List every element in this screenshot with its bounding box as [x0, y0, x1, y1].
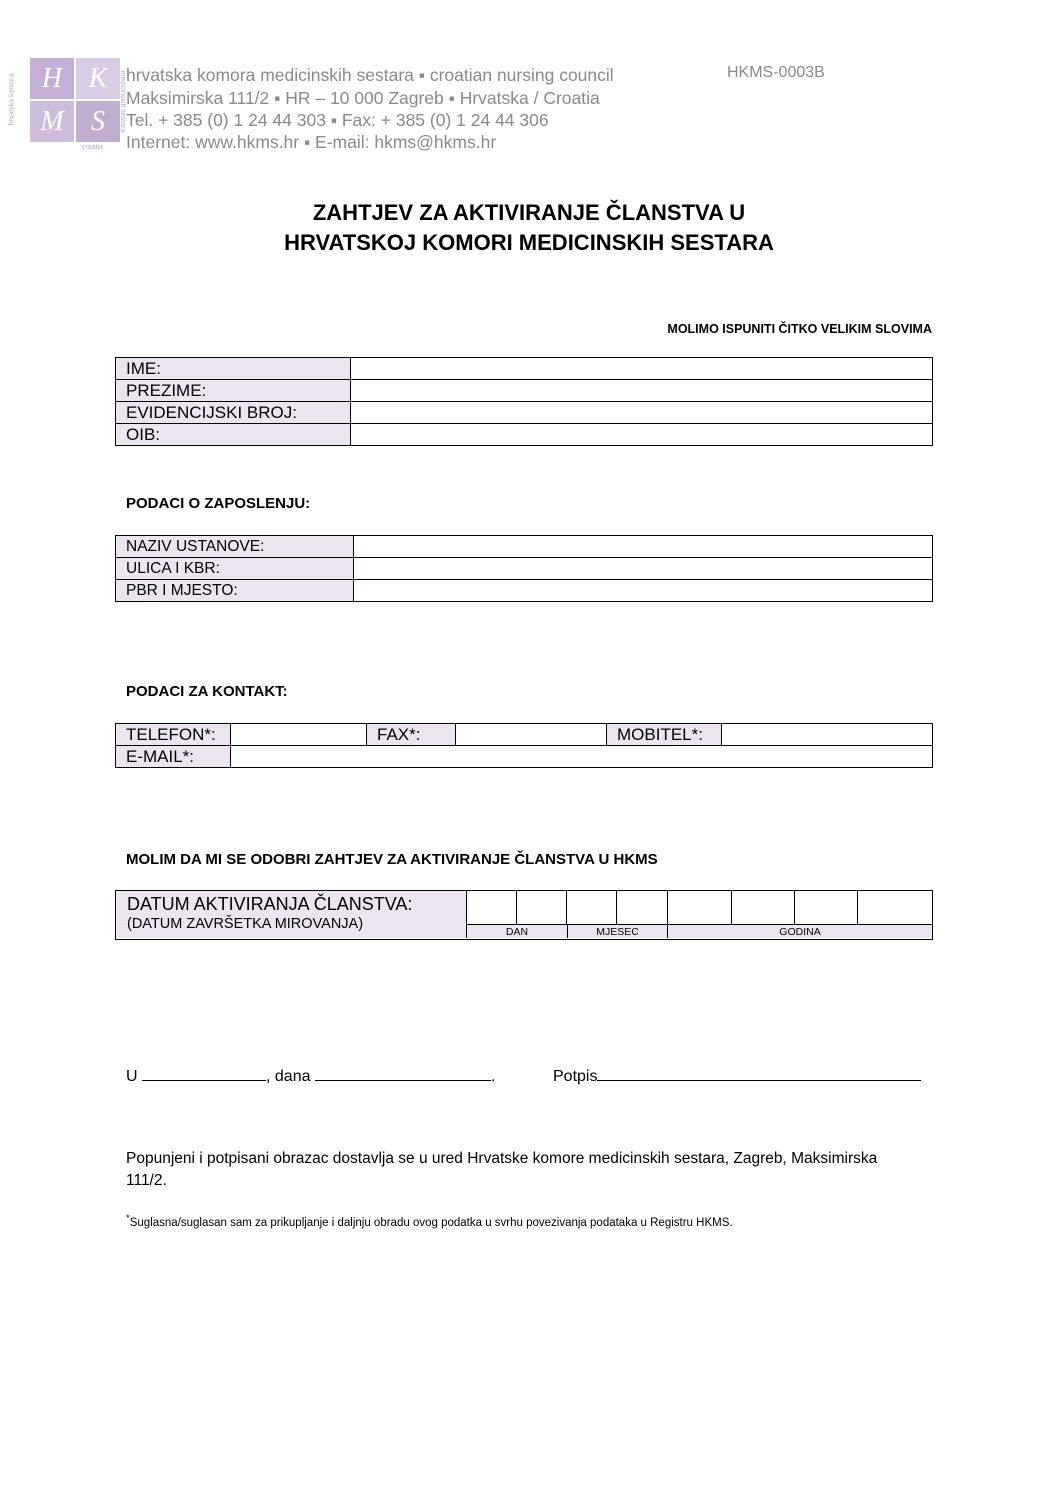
ulica-field[interactable]: [354, 558, 933, 580]
pbr-mjesto-field[interactable]: [354, 580, 933, 602]
email-label: E-MAIL*:: [116, 746, 231, 768]
pbr-mjesto-label: PBR I MJESTO:: [116, 580, 354, 602]
ime-label: IME:: [116, 358, 351, 380]
email-field[interactable]: [231, 746, 933, 768]
month-digit-2[interactable]: [617, 891, 668, 924]
header-phone: Tel. + 385 (0) 1 24 44 303 ▪ Fax: + 385 (0) 1 24 44 306: [126, 110, 549, 130]
potpis-label: Potpis: [553, 1068, 598, 1085]
evidencijski-broj-label: EVIDENCIJSKI BROJ:: [116, 402, 351, 424]
submission-instructions: Popunjeni i potpisani obrazac dostavlja se u ured Hrvatske komore medicinskih sestara, Zagreb, Maksimirska 111/2.: [126, 1150, 878, 1189]
naziv-ustanove-field[interactable]: [354, 536, 933, 558]
table-row: [116, 424, 933, 446]
table-row: [116, 746, 933, 768]
date-field[interactable]: [315, 1066, 491, 1081]
place-date-line: [126, 1066, 495, 1086]
u-label: U: [126, 1068, 138, 1085]
oib-field[interactable]: [351, 424, 933, 446]
evidencijski-broj-field[interactable]: [351, 402, 933, 424]
place-field[interactable]: [142, 1066, 266, 1081]
dana-label: , dana: [266, 1068, 311, 1085]
hkms-logo: [8, 58, 127, 151]
logo-tile-m: M: [30, 101, 74, 142]
note-text: Suglasna/suglasan sam za prikupljanje i daljnju obradu ovog podatka u svrhu povezivanja podataka u Registru HKMS.: [129, 1216, 733, 1229]
telefon-field[interactable]: [231, 724, 367, 746]
fill-hint: MOLIMO ISPUNITI ČITKO VELIKIM SLOVIMA: [667, 322, 932, 336]
activation-date-table: [115, 890, 933, 940]
contact-table: [115, 723, 933, 768]
day-digit-1[interactable]: [467, 891, 517, 924]
mobitel-field[interactable]: [722, 724, 933, 746]
table-row: [116, 724, 933, 746]
logo-tile-s: S: [76, 101, 120, 142]
activation-label-line-1: DATUM AKTIVIRANJA ČLANSTVA:: [127, 894, 413, 914]
document-code: HKMS-0003B: [727, 64, 825, 81]
table-row: [116, 580, 933, 602]
table-row: [116, 380, 933, 402]
year-digit-2[interactable]: [732, 891, 795, 924]
year-digit-4[interactable]: [858, 891, 932, 924]
title-line-2: HRVATSKOJ KOMORI MEDICINSKIH SESTARA: [284, 230, 774, 255]
logo-bottom-text: croatia: [82, 144, 104, 151]
table-row: [116, 558, 933, 580]
table-row: [116, 358, 933, 380]
logo-tile-h: H: [30, 58, 74, 99]
telefon-label: TELEFON*:: [116, 724, 231, 746]
personal-data-table: [115, 357, 933, 446]
note-asterisk: *: [126, 1213, 130, 1224]
mobitel-label: MOBITEL*:: [607, 724, 722, 746]
prezime-label: PREZIME:: [116, 380, 351, 402]
fax-label: FAX*:: [367, 724, 456, 746]
dan-caption: DAN: [467, 924, 568, 938]
ime-field[interactable]: [351, 358, 933, 380]
employment-heading: PODACI O ZAPOSLENJU:: [126, 495, 311, 512]
header-address: Maksimirska 111/2 ▪ HR – 10 000 Zagreb ▪ Hrvatska / Croatia: [126, 88, 600, 108]
naziv-ustanove-label: NAZIV USTANOVE:: [116, 536, 354, 558]
activation-label-line-2: (DATUM ZAVRŠETKA MIROVANJA): [127, 916, 364, 932]
date-period: .: [490, 1068, 496, 1085]
year-digit-1[interactable]: [668, 891, 732, 924]
logo-side-text-right: medicinskih sestara: [119, 70, 127, 133]
activation-heading: MOLIM DA MI SE ODOBRI ZAHTJEV ZA AKTIVIRANJE ČLANSTVA U HKMS: [126, 851, 658, 868]
header-line-1: hrvatska komora medicinskih sestara ▪ croatian nursing council: [126, 65, 614, 85]
signature-field[interactable]: [597, 1066, 921, 1081]
logo-tile-k: K: [76, 58, 120, 99]
year-digit-3[interactable]: [795, 891, 858, 924]
oib-label: OIB:: [116, 424, 351, 446]
fax-field[interactable]: [456, 724, 607, 746]
mjesec-caption: MJESEC: [568, 924, 668, 938]
table-row: [116, 536, 933, 558]
month-digit-1[interactable]: [567, 891, 617, 924]
signature-line: [553, 1066, 921, 1086]
activation-date-label: [116, 891, 467, 938]
prezime-field[interactable]: [351, 380, 933, 402]
godina-caption: GODINA: [668, 924, 932, 938]
day-digit-2[interactable]: [517, 891, 567, 924]
consent-note: [126, 1213, 733, 1229]
table-row: [116, 402, 933, 424]
employment-table: [115, 535, 933, 602]
document-title: [0, 198, 1058, 258]
header-web: Internet: www.hkms.hr ▪ E-mail: hkms@hkms.hr: [126, 132, 497, 152]
contact-heading: PODACI ZA KONTAKT:: [126, 683, 288, 700]
ulica-label: ULICA I KBR:: [116, 558, 354, 580]
title-line-1: ZAHTJEV ZA AKTIVIRANJE ČLANSTVA U: [312, 200, 746, 225]
logo-side-text: hrvatska komora: [8, 73, 16, 126]
